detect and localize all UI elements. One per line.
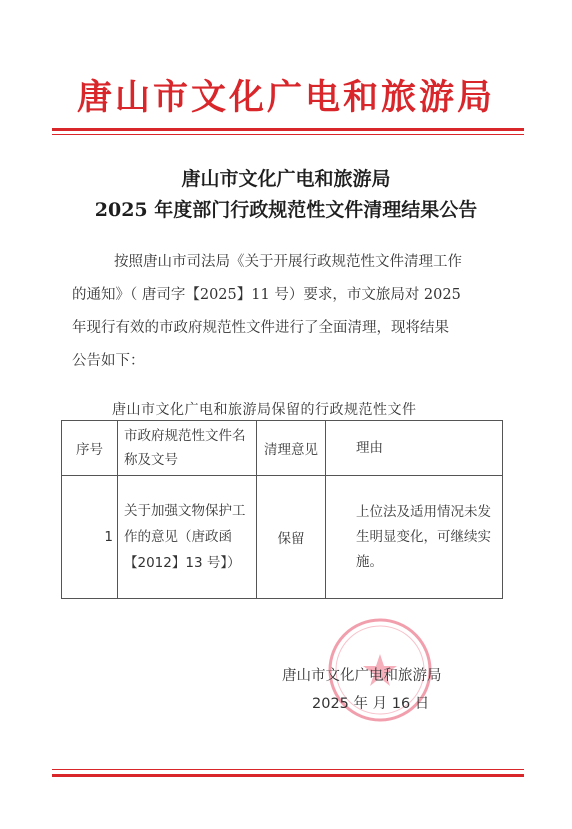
para-line-3: 年现行有效的市政府规范性文件进行了全面清理，现将结果 <box>72 320 449 336</box>
header-rule-thick <box>52 128 524 131</box>
row-opinion: 保留 <box>257 476 326 599</box>
header-rule-thin <box>52 134 524 135</box>
row-index: 1 <box>62 476 118 599</box>
header-reason: 理由 <box>326 421 503 476</box>
body-paragraph <box>72 246 506 378</box>
header-index: 序号 <box>62 421 118 476</box>
row-name: 关于加强文物保护工作的意见（唐政函【2012】13 号】） <box>118 476 257 599</box>
header-org-name: 唐山市文化广电和旅游局 <box>76 77 495 118</box>
result-table <box>61 420 503 599</box>
header-opinion: 清理意见 <box>257 421 326 476</box>
signature-date: 2025 年 月 16 日 <box>312 696 430 712</box>
footer-rule-thin <box>52 769 524 770</box>
row-reason: 上位法及适用情况未发生明显变化，可继续实施。 <box>326 476 503 599</box>
para-line-1: 按照唐山市司法局《关于开展行政规范性文件清理工作 <box>114 254 462 270</box>
signature-org: 唐山市文化广电和旅游局 <box>282 668 442 684</box>
para-line-2: 的通知》（ 唐司字【2025】11 号）要求，市文旅局对 2025 <box>72 287 461 303</box>
header-name: 市政府规范性文件名称及文号 <box>118 421 257 476</box>
table-caption: 唐山市文化广电和旅游局保留的行政规范性文件 <box>112 402 417 418</box>
table-row <box>62 476 503 599</box>
para-line-4: 公告如下： <box>72 353 145 369</box>
doc-title-line2: 2025 年度部门行政规范性文件清理结果公告 <box>94 199 478 221</box>
table-header-row <box>62 421 503 476</box>
doc-title-line1: 唐山市文化广电和旅游局 <box>181 168 391 190</box>
footer-rule-thick <box>52 774 524 777</box>
